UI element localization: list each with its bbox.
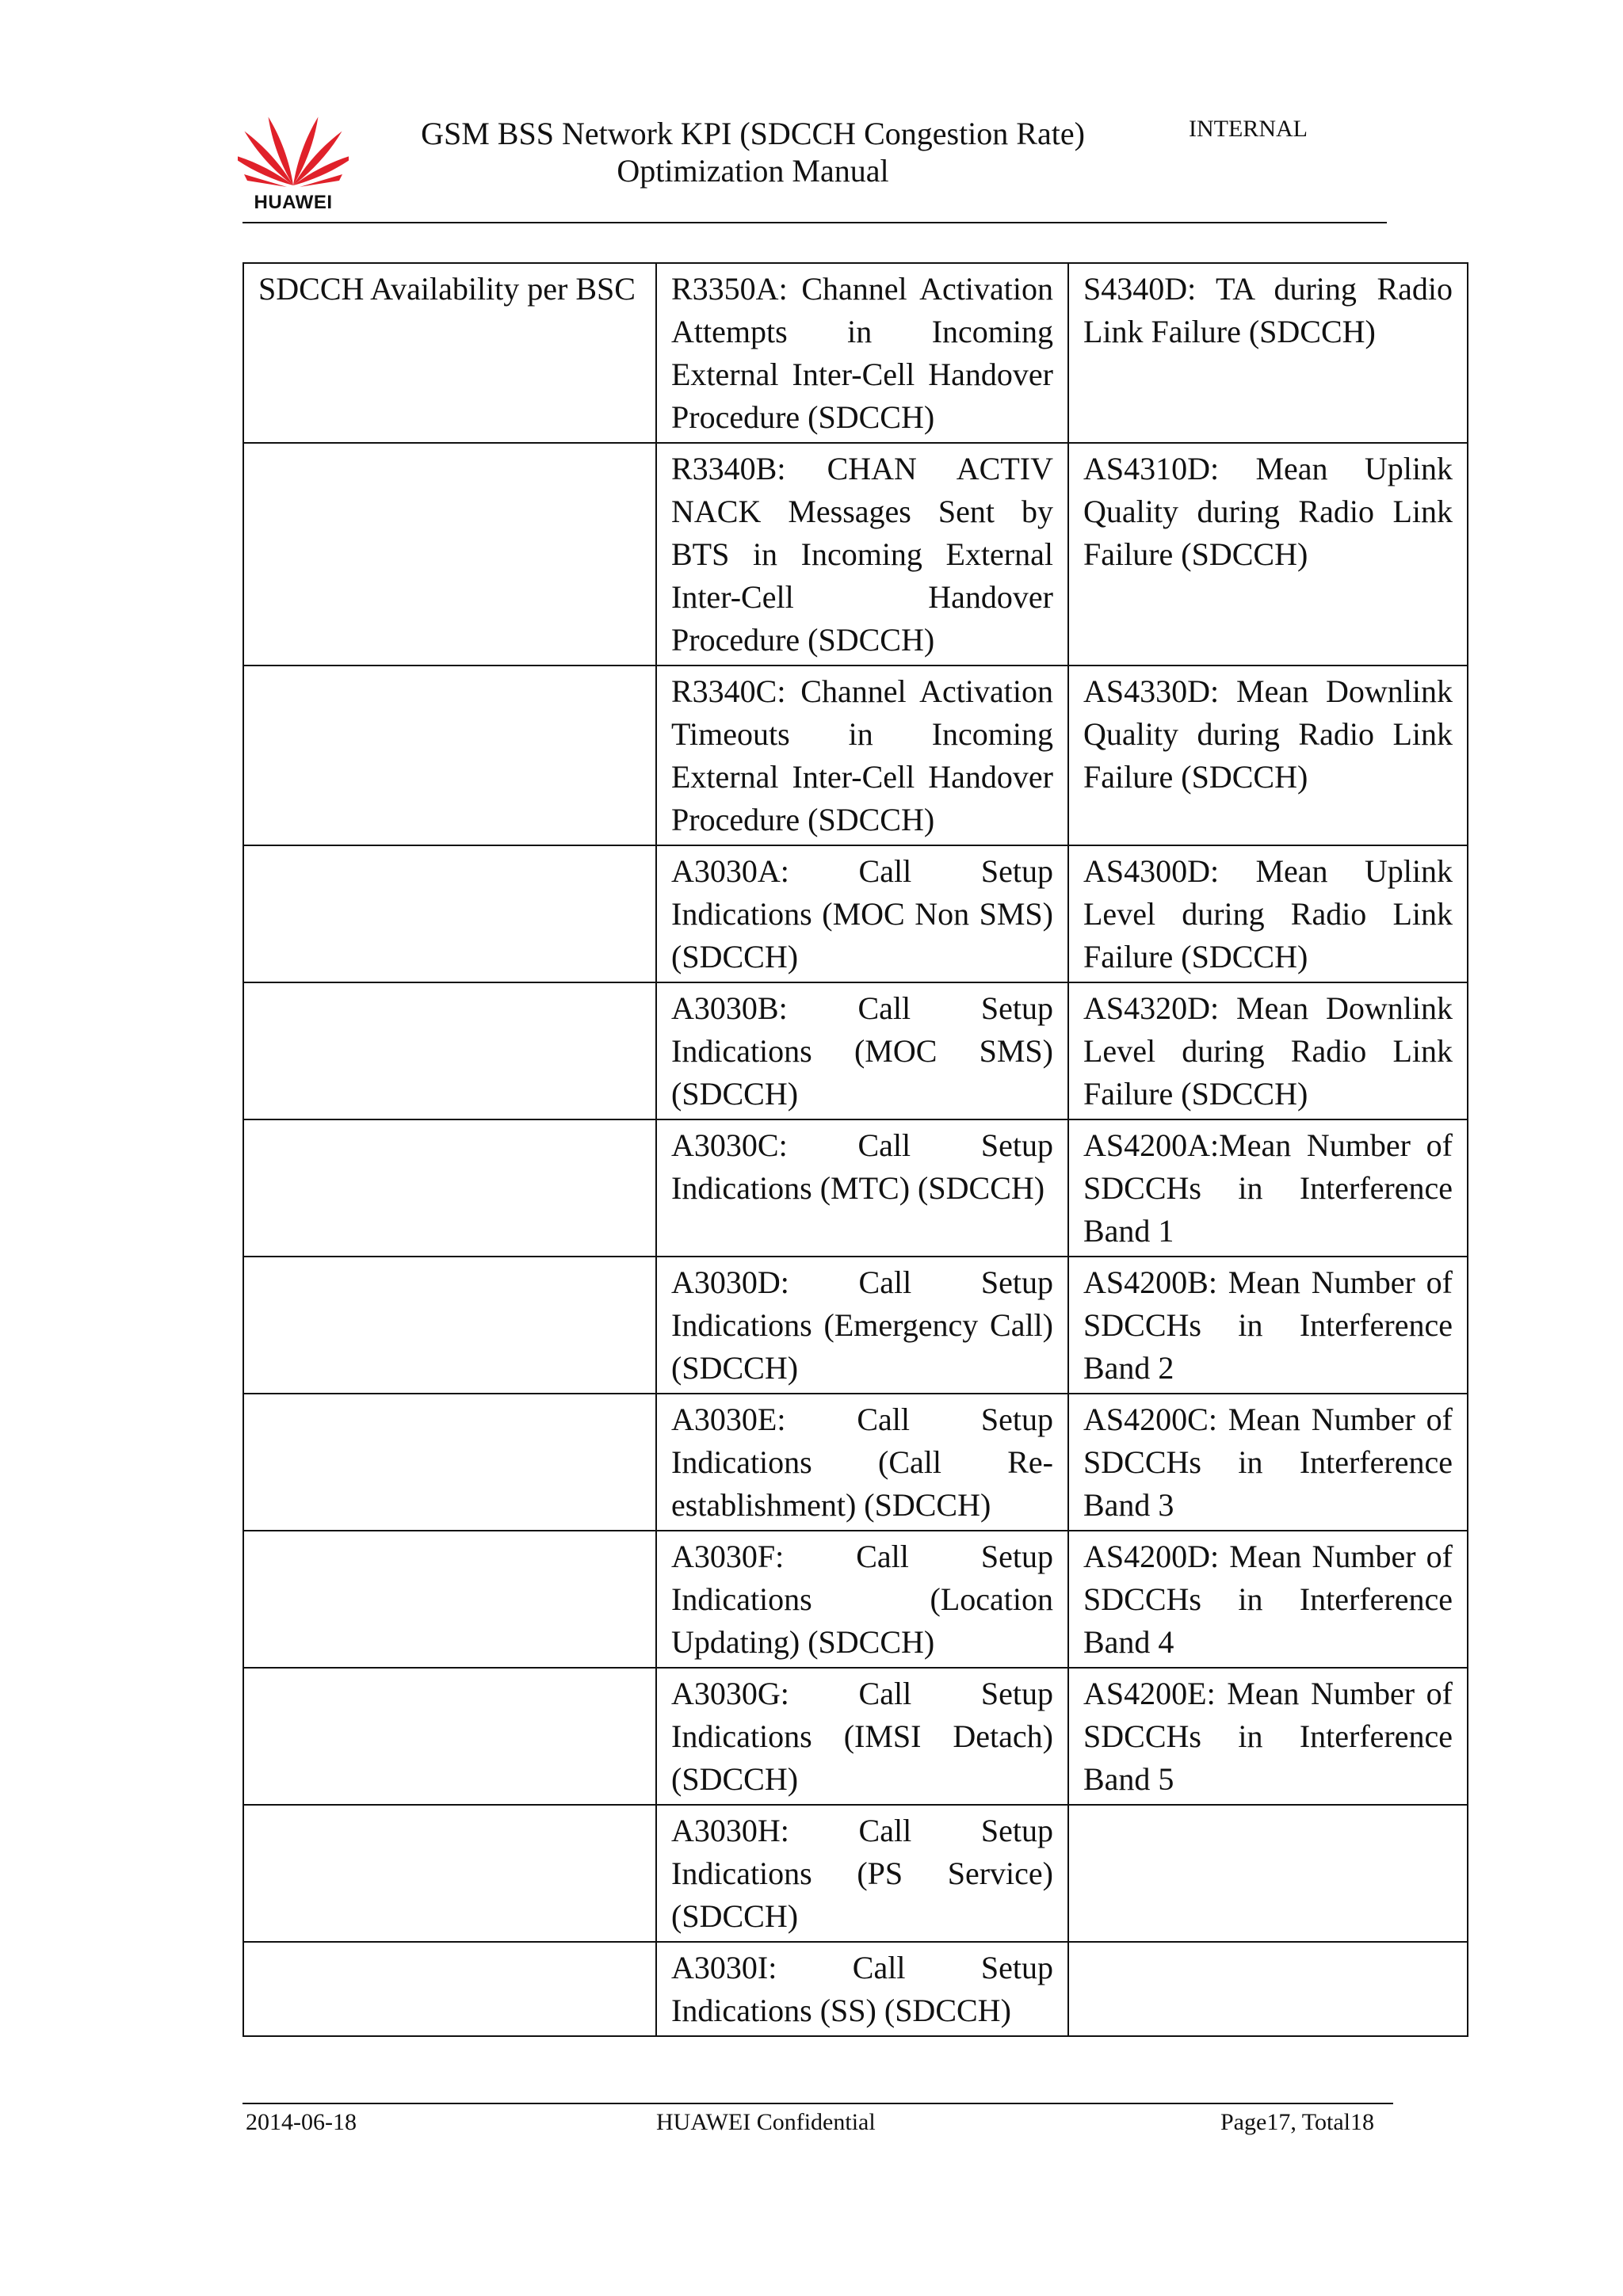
related-counter-cell: S4340D: TA during Radio Link Failure (SDCCH) (1068, 263, 1468, 443)
footer-confidential: HUAWEI Confidential (656, 2109, 876, 2135)
page-header (0, 0, 1623, 230)
table-row (243, 1119, 1468, 1257)
table-row (243, 1668, 1468, 1805)
related-counter-cell: AS4320D: Mean Downlink Level during Radio Link Failure (SDCCH) (1068, 982, 1468, 1119)
table-row (243, 666, 1468, 845)
kpi-cell (243, 1394, 656, 1531)
table-row (243, 982, 1468, 1119)
counter-cell: A3030C: Call Setup Indications (MTC) (SDCCH) (656, 1119, 1068, 1257)
related-counter-cell (1068, 1805, 1468, 1942)
footer-divider (242, 2103, 1393, 2104)
kpi-cell (243, 982, 656, 1119)
huawei-logo (238, 109, 349, 220)
table-row (243, 1531, 1468, 1668)
table-row (243, 845, 1468, 982)
counter-cell: R3340C: Channel Activation Timeouts in Incoming External Inter-Cell Handover Procedure (SDCCH) (656, 666, 1068, 845)
counter-cell: A3030A: Call Setup Indications (MOC Non SMS) (SDCCH) (656, 845, 1068, 982)
footer-page-number: Page17, Total18 (1220, 2109, 1374, 2135)
kpi-cell (243, 1119, 656, 1257)
kpi-cell (243, 1805, 656, 1942)
kpi-cell (243, 845, 656, 982)
kpi-cell (243, 1531, 656, 1668)
classification-label: INTERNAL (1189, 116, 1308, 142)
counter-cell: A3030D: Call Setup Indications (Emergency Call) (SDCCH) (656, 1257, 1068, 1394)
kpi-cell (243, 666, 656, 845)
header-divider (242, 222, 1387, 223)
counter-cell: R3340B: CHAN ACTIV NACK Messages Sent by BTS in Incoming External Inter-Cell Handover Procedure (SDCCH) (656, 443, 1068, 666)
document-title-line2: Optimization Manual (617, 153, 889, 189)
footer-date: 2014-06-18 (246, 2109, 357, 2135)
document-title-line1: GSM BSS Network KPI (SDCCH Congestion Rate) (421, 116, 1085, 151)
counter-cell: A3030G: Call Setup Indications (IMSI Detach) (SDCCH) (656, 1668, 1068, 1805)
counter-cell: A3030E: Call Setup Indications (Call Re-establishment) (SDCCH) (656, 1394, 1068, 1531)
table-row (243, 1805, 1468, 1942)
huawei-petal-logo-icon (238, 109, 349, 192)
kpi-cell (243, 1942, 656, 2036)
logo-wordmark: HUAWEI (254, 192, 333, 213)
kpi-cell (243, 1257, 656, 1394)
document-title (349, 115, 1157, 189)
related-counter-cell: AS4200B: Mean Number of SDCCHs in Interference Band 2 (1068, 1257, 1468, 1394)
kpi-counter-table (242, 262, 1468, 2037)
table-row (243, 1257, 1468, 1394)
table-row (243, 263, 1468, 443)
counter-cell: A3030H: Call Setup Indications (PS Service) (SDCCH) (656, 1805, 1068, 1942)
counter-cell: A3030F: Call Setup Indications (Location Updating) (SDCCH) (656, 1531, 1068, 1668)
related-counter-cell: AS4200A:Mean Number of SDCCHs in Interference Band 1 (1068, 1119, 1468, 1257)
table-row (243, 443, 1468, 666)
table-row (243, 1394, 1468, 1531)
related-counter-cell: AS4200C: Mean Number of SDCCHs in Interference Band 3 (1068, 1394, 1468, 1531)
related-counter-cell: AS4310D: Mean Uplink Quality during Radio Link Failure (SDCCH) (1068, 443, 1468, 666)
kpi-cell (243, 443, 656, 666)
counter-cell: R3350A: Channel Activation Attempts in Incoming External Inter-Cell Handover Procedure (SDCCH) (656, 263, 1068, 443)
related-counter-cell: AS4300D: Mean Uplink Level during Radio Link Failure (SDCCH) (1068, 845, 1468, 982)
related-counter-cell: AS4200E: Mean Number of SDCCHs in Interference Band 5 (1068, 1668, 1468, 1805)
table-row (243, 1942, 1468, 2036)
related-counter-cell (1068, 1942, 1468, 2036)
related-counter-cell: AS4330D: Mean Downlink Quality during Radio Link Failure (SDCCH) (1068, 666, 1468, 845)
counter-cell: A3030B: Call Setup Indications (MOC SMS) (SDCCH) (656, 982, 1068, 1119)
kpi-cell (243, 1668, 656, 1805)
kpi-cell: SDCCH Availability per BSC (243, 263, 656, 443)
counter-cell: A3030I: Call Setup Indications (SS) (SDCCH) (656, 1942, 1068, 2036)
related-counter-cell: AS4200D: Mean Number of SDCCHs in Interference Band 4 (1068, 1531, 1468, 1668)
